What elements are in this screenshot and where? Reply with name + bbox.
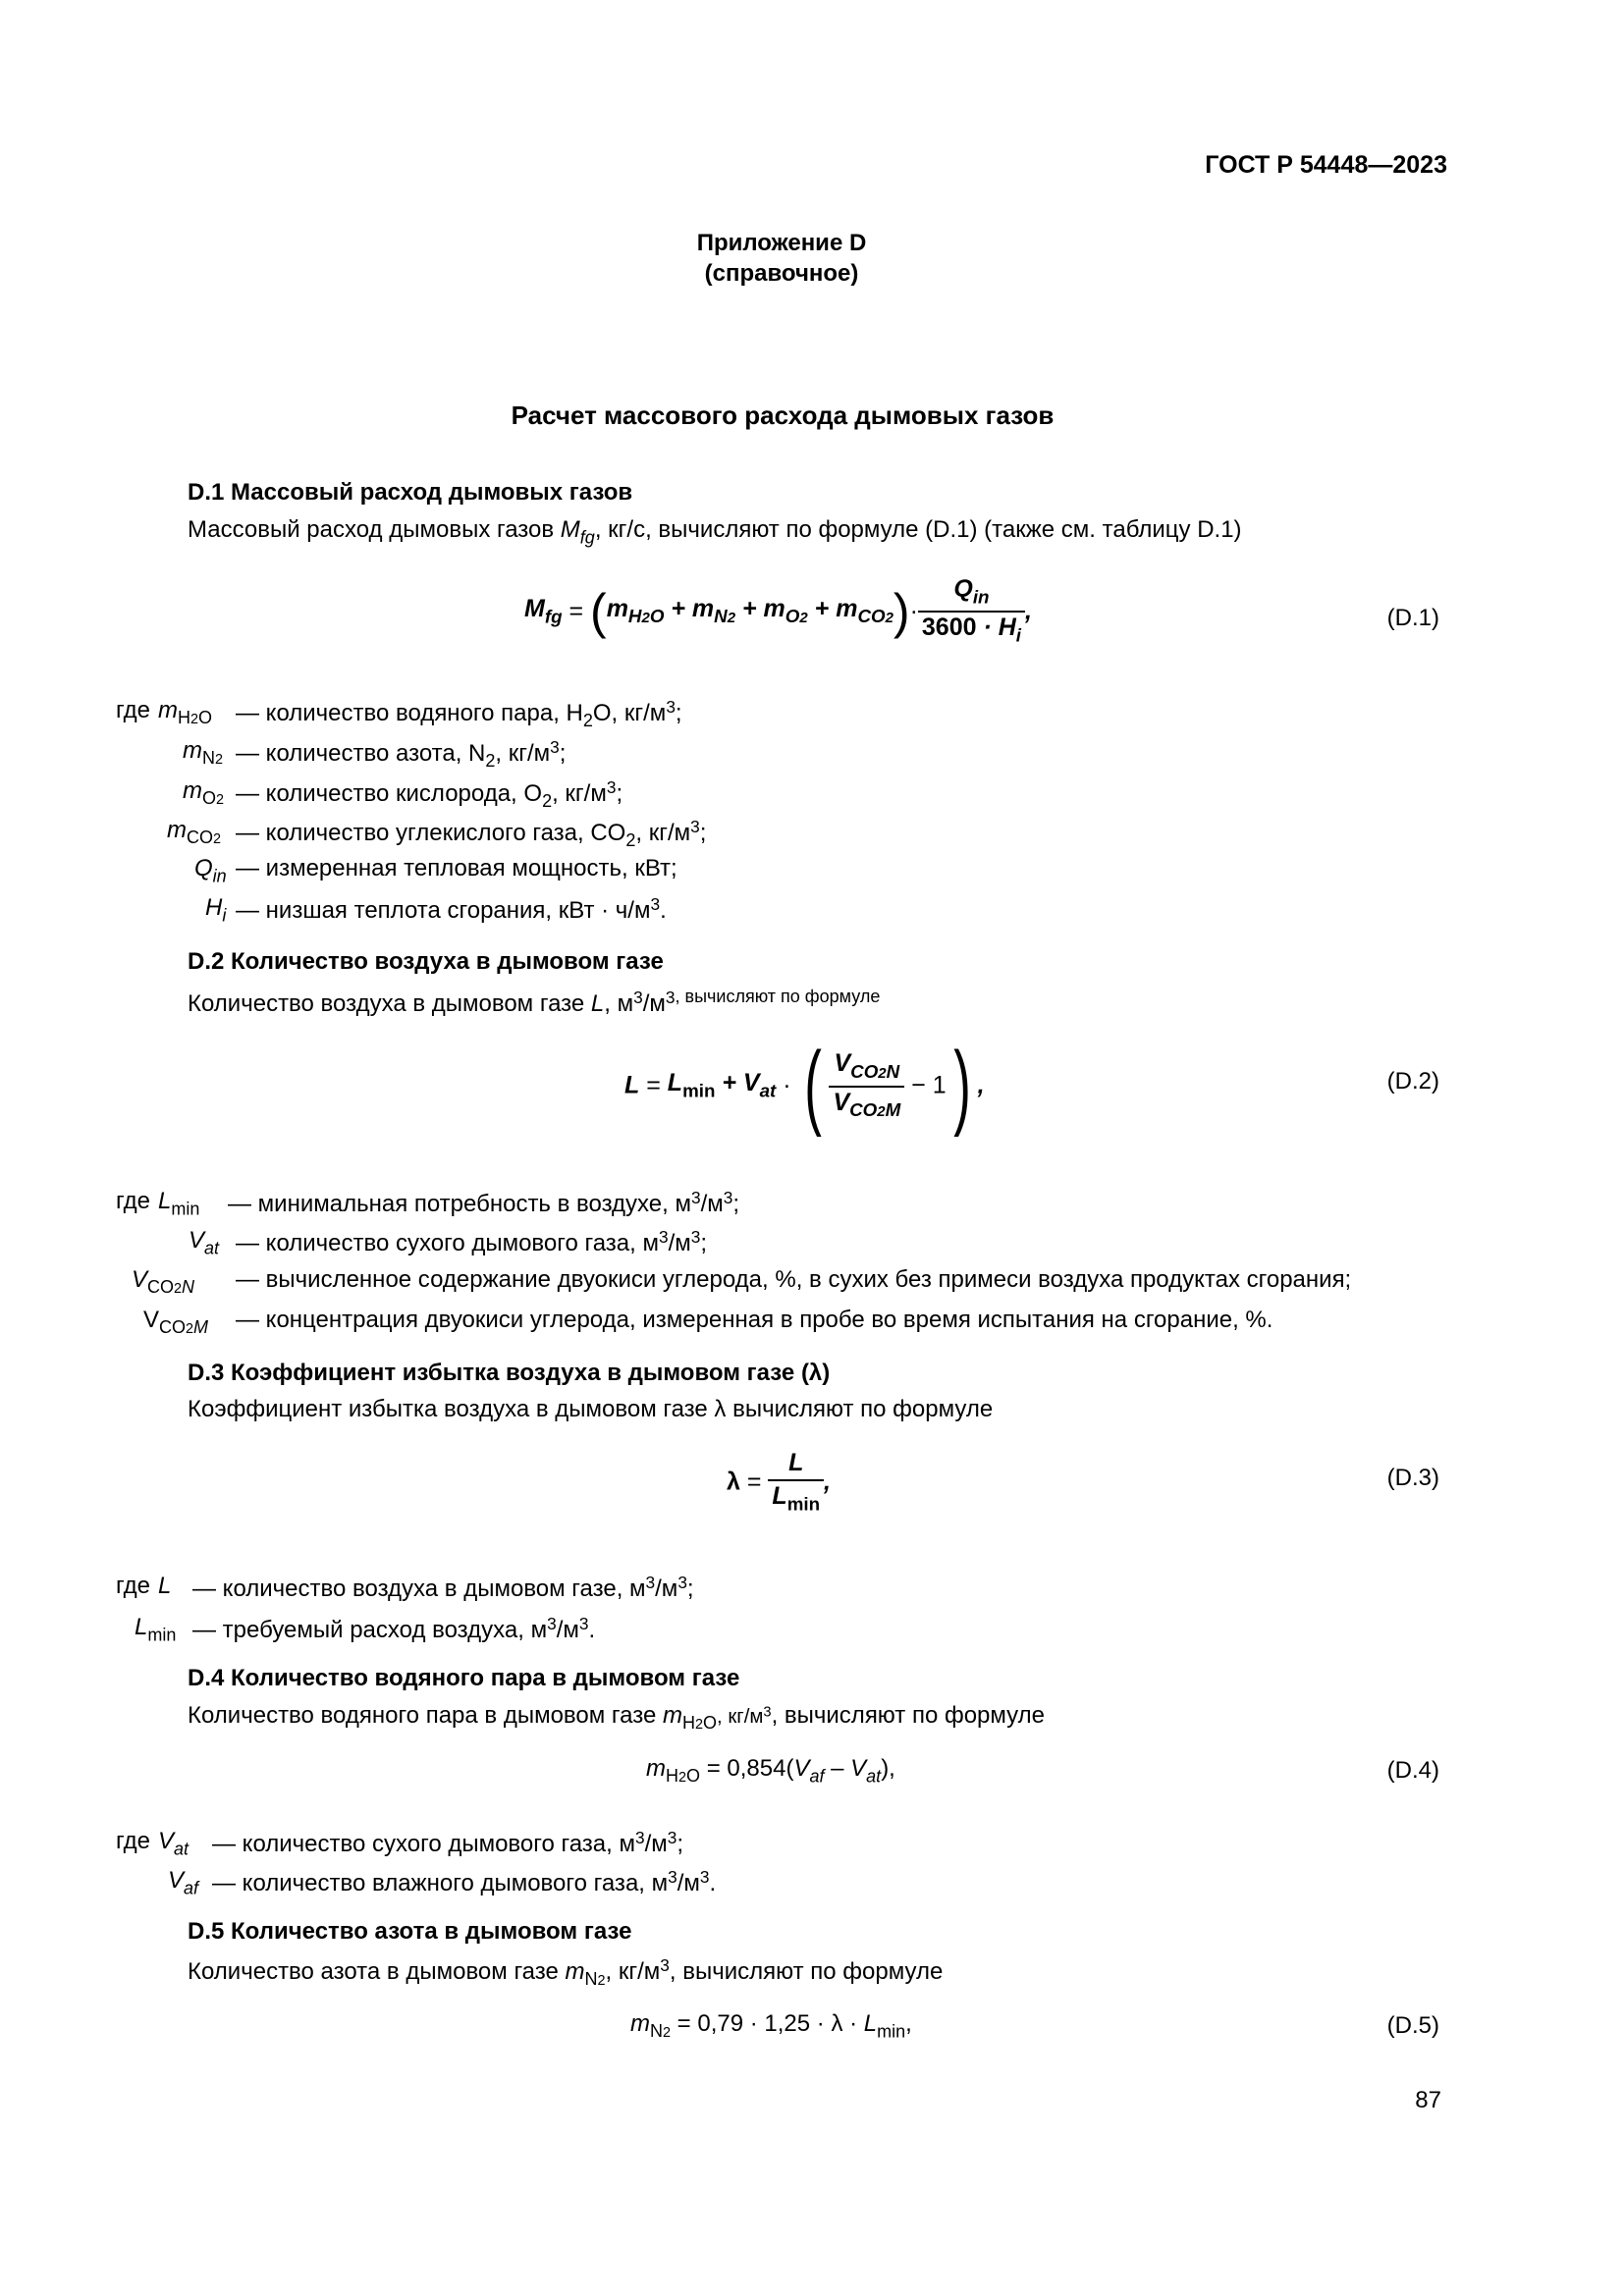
d4-intro-pre: Количество водяного пара в дымовом газе (188, 1702, 663, 1729)
d5-intro: Количество азота в дымовом газе $m_{N2}$, $кг/м^3$, вычисляют по формуле (188, 1955, 944, 1990)
d1-def-sym-2: $m_{N2}$ (183, 737, 224, 769)
d4-def-1: — количество сухого дымового газа, $м^3/м^3$; (212, 1828, 684, 1857)
formula-d4: $m_{H2O} = 0,854(V_{af} - V_{at})$, (646, 1755, 895, 1787)
d3-where: где (116, 1573, 151, 1599)
d2-def-4: — концентрация двуокиси углерода, измеренная в пробе во время испытания на сгорание, %. (236, 1307, 1273, 1333)
d5-eq-number: (D.5) (1386, 2012, 1439, 2039)
d3-heading: D.3 Коэффициент избытка воздуха в дымовом газе (λ) (188, 1360, 831, 1386)
section-title: Расчет массового расхода дымовых газов (511, 400, 1055, 430)
d4-heading: D.4 Количество водяного пара в дымовом газе (188, 1665, 740, 1691)
d2-intro-post: вычисляют по формуле (684, 987, 881, 1006)
d1-def-4: — количество углекислого газа, $CO_2$, $кг/м^3$; (236, 817, 707, 851)
d1-where: где (116, 697, 151, 723)
d2-def-sym-3: $V_{CO2N}$ (132, 1266, 195, 1298)
d4-def-sym-1: $V_{at}$ (158, 1828, 189, 1859)
d1-eq-number: (D.1) (1386, 605, 1439, 631)
d1-def-sym-5: $Q_{in}$ (194, 855, 227, 886)
d1-def-sym-1: $m_{H2O}$ (158, 697, 213, 728)
d1-def-3: — количество кислорода, $O_2$, $кг/м^3$; (236, 777, 623, 812)
d2-def-3: — вычисленное содержание двуокиси углерода, %, в сухих без примеси воздуха продуктах сгорания; (236, 1266, 1352, 1293)
d1-intro: Массовый расход дымовых газов $M_{fg}$, кг/с, вычисляют по формуле (D.1) (также см. таблицу D.1) (188, 516, 1242, 548)
d1-def-6: — низшая теплота сгорания, кВт · $ч/м^3$. (236, 894, 667, 924)
d4-def-sym-2: $V_{af}$ (168, 1867, 199, 1898)
appendix-subtitle: (справочное) (704, 260, 859, 287)
d3-def-2: — требуемый расход воздуха, $м^3/м^3$. (192, 1614, 596, 1643)
page-number: 87 (1415, 2087, 1441, 2113)
d3-def-sym-1: L (158, 1573, 172, 1599)
formula-d1: $M_{fg} = (m_{H2O} + m_{N2} + m_{O2} + m_{CO2})\cdot$ $\frac{Q_{in}}{3600 \cdot H_i}$ , (524, 575, 1032, 646)
formula-d4-rhs: = 0,854( (700, 1755, 794, 1782)
d5-heading: D.5 Количество азота в дымовом газе (188, 1918, 632, 1945)
d1-def-2: — количество азота, $N_2$, $кг/м^3$; (236, 737, 567, 772)
d2-def-sym-4: $V_{CO2M}$ (143, 1307, 209, 1338)
d1-def-sym-6: $H_i$ (205, 894, 227, 926)
appendix-title: Приложение D (696, 230, 867, 256)
d4-intro-post: , вычисляют по формуле (771, 1702, 1045, 1729)
d3-def-sym-2: $L_{min}$ (135, 1614, 177, 1645)
d5-intro-pre: Количество азота в дымовом газе (188, 1957, 566, 1985)
d3-eq-number: (D.3) (1386, 1465, 1439, 1491)
d2-def-1: — минимальная потребность в воздухе, $м^3/м^3$; (228, 1188, 740, 1217)
d1-def-sym-3: $m_{O2}$ (183, 777, 225, 809)
d2-intro: Количество воздуха в дымовом газе L, $м^3/м^{3, вычисляют по формуле}$ (188, 987, 881, 1017)
d4-def-2: — количество влажного дымового газа, $м^3/м^3$. (212, 1867, 717, 1896)
d1-intro-pre: Массовый расход дымовых газов (188, 516, 561, 543)
d1-intro-post: , кг/с, вычисляют по формуле (D.1) (также см. таблицу D.1) (594, 516, 1242, 543)
d3-intro: Коэффициент избытка воздуха в дымовом газе λ вычисляют по формуле (188, 1396, 994, 1422)
d4-intro: Количество водяного пара в дымовом газе $m_{H2O}$, $кг/м^3$, вычисляют по формуле (188, 1702, 1045, 1734)
d4-where: где (116, 1828, 151, 1854)
formula-d2: $L = L_{min} + V_{at}$ · ( $\frac{V_{CO2N}}{V_{CO2M}}$ − 1) , (624, 1033, 985, 1138)
d4-eq-number: (D.4) (1386, 1757, 1439, 1784)
d2-where: где (116, 1188, 151, 1214)
d2-def-sym-1: $L_{min}$ (158, 1188, 200, 1219)
formula-d3: λ = $\frac{L}{L_{min}}$ , (727, 1449, 831, 1515)
d1-def-5: — измеренная тепловая мощность, кВт; (236, 855, 677, 881)
d2-intro-pre: Количество воздуха в дымовом газе (188, 990, 591, 1017)
d2-def-2: — количество сухого дымового газа, $м^3/м^3$; (236, 1227, 708, 1256)
formula-d5: $m_{N2} = 0,79 \cdot 1,25 \cdot \lambda \cdot L_{min}$, (630, 2010, 912, 2042)
formula-d5-rhs: = 0,79 · 1,25 · λ · (671, 2010, 864, 2037)
d1-heading: D.1 Массовый расход дымовых газов (188, 479, 633, 506)
d2-heading: D.2 Количество воздуха в дымовом газе (188, 948, 664, 975)
d3-def-1: — количество воздуха в дымовом газе, $м^3/м^3$; (192, 1573, 694, 1602)
d5-intro-post: , вычисляют по формуле (669, 1957, 944, 1985)
d1-def-1: — количество водяного пара, $H_2O$, $кг/м^3$; (236, 697, 682, 731)
d2-def-sym-2: $V_{at}$ (189, 1227, 220, 1258)
d1-def-sym-4: $m_{CO2}$ (167, 817, 222, 848)
standard-number: ГОСТ Р 54448—2023 (1205, 151, 1447, 179)
d2-eq-number: (D.2) (1386, 1068, 1439, 1095)
